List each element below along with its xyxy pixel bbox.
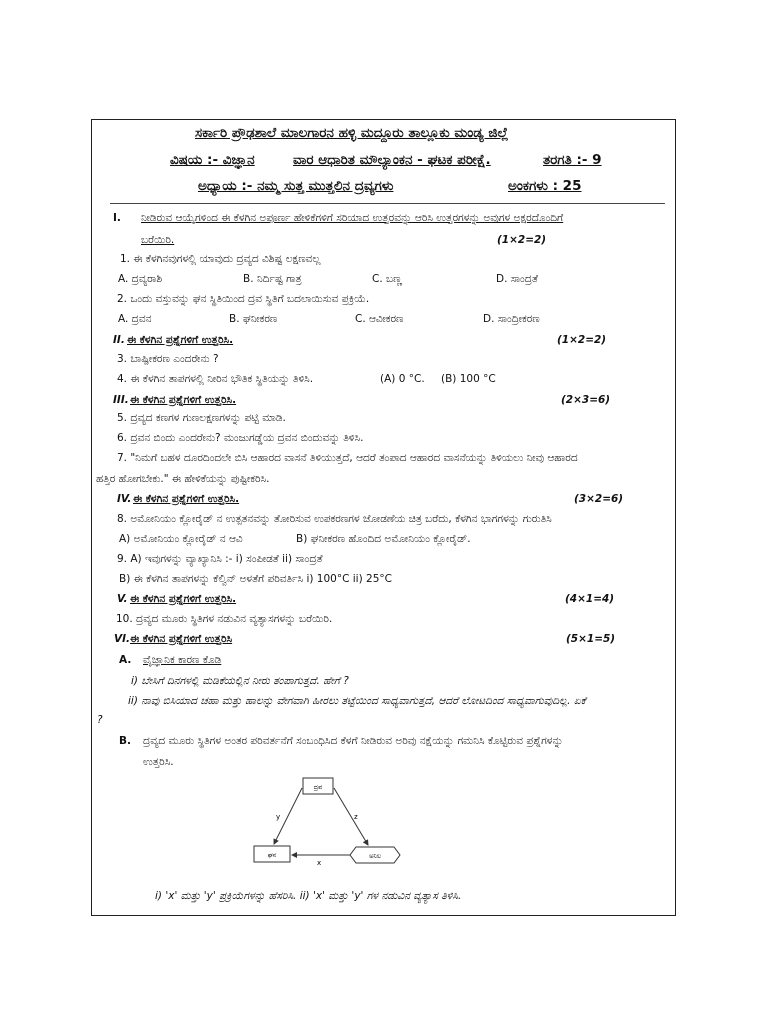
school-name: ಸರ್ಕಾರಿ ಪ್ರೌಢಶಾಲೆ ಮಾಲಗಾರನ ಹಳ್ಳಿ ಮದ್ದೂರು ತಾಲ್ಲೂಕು ಮಂಡ್ಯ ಜಿಲ್ಲೆ	[195, 125, 509, 141]
question-2: 2. ಒಂದು ವಸ್ತುವನ್ನು ಘನ ಸ್ಥಿತಿಯಿಂದ ದ್ರವ ಸ್ಥಿತಿಗೆ ಬದಲಾಯಿಸುವ ಪ್ರಕ್ರಿಯೆ.	[117, 293, 370, 305]
section-5-marks: (4×1=4)	[565, 593, 615, 605]
section-4-number: IV.	[117, 493, 132, 505]
q2-option-c: C. ಆವೀಕರಣ	[355, 313, 404, 325]
chapter: ಅಧ್ಯಾಯ :- ನಮ್ಮ ಸುತ್ತ ಮುತ್ತಲಿನ ದ್ರವ್ಯಗಳು	[198, 178, 394, 194]
q1-option-a: A. ದ್ರವ್ಯರಾಶಿ	[118, 273, 163, 285]
section-4-marks: (3×2=6)	[574, 493, 624, 505]
q4-option-b: (B) 100 °C	[441, 373, 496, 385]
q8-part-a: A) ಅಮೋನಿಯಂ ಕ್ಲೋರೈಡ್ ನ ಆವಿ	[119, 533, 243, 545]
question-1: 1. ಈ ಕೆಳಗಿನವುಗಳಲ್ಲಿ ಯಾವುದು ದ್ರವ್ಯದ ವಿಶಿಷ್ಟ ಲಕ್ಷಣವಲ್ಲ	[120, 253, 321, 265]
question-4: 4. ಈ ಕೆಳಗಿನ ತಾಪಗಳಲ್ಲಿ ನೀರಿನ ಭೌತಿಕ ಸ್ಥಿತಿಯನ್ನು ತಿಳಿಸಿ.	[117, 373, 314, 385]
part-b-instruction: ದ್ರವ್ಯದ ಮೂರು ಸ್ಥಿತಿಗಳ ಅಂತರ ಪರಿವರ್ತನೆಗೆ ಸಂಬಂಧಿಸಿದ ಕೆಳಗೆ ನೀಡಿರುವ ಅರಿವು ನಕ್ಷೆಯನ್ನು ಗಮನಿಸಿ ಕೊಟ್ಟಿರುವ ಪ್ರಶ್ನೆಗಳನ್ನು	[143, 735, 564, 747]
question-9: 9. A) ಇವುಗಳನ್ನು ವ್ಯಾಖ್ಯಾನಿಸಿ :- i) ಸಂಪೀಡತೆ ii) ಸಾಂದ್ರತೆ	[117, 553, 323, 565]
section-5-number: V.	[117, 593, 128, 605]
section-1-number: I.	[113, 212, 121, 224]
q9-part-b: B) ಈ ಕೆಳಗಿನ ತಾಪಗಳನ್ನು ಕೆಲ್ವಿನ್ ಅಳತೆಗೆ ಪರಿವರ್ತಿಸಿ i) 100°C ii) 25°C	[119, 573, 392, 585]
label-z: z	[354, 813, 358, 821]
section-1-instruction: ನೀಡಿರುವ ಆಯ್ಕೆಗಳಿಂದ ಈ ಕೆಳಗಿನ ಅಪೂರ್ಣ ಹೇಳಿಕೆಗಳಿಗೆ ಸರಿಯಾದ ಉತ್ತರವನ್ನು ಆರಿಸಿ ಉತ್ತರಗಳನ್ನು ಅವುಗಳ ಅಕ್ಷರದೊಂದಿಗೆ	[141, 212, 564, 224]
grade: ತರಗತಿ :- 9	[543, 152, 602, 168]
part-b-label: B.	[119, 735, 131, 747]
q2-option-b: B. ಘನೀಕರಣ	[229, 313, 278, 325]
question-10: 10. ದ್ರವ್ಯದ ಮೂರು ಸ್ಥಿತಿಗಳ ನಡುವಿನ ವ್ಯತ್ಯಾಸಗಳನ್ನು ಬರೆಯಿರಿ.	[116, 613, 333, 625]
question-6: 6. ದ್ರವನ ಬಿಂದು ಎಂದರೇನು? ಮಂಜುಗಡ್ಡೆಯ ದ್ರವನ ಬಿಂದುವನ್ನು ತಿಳಿಸಿ.	[117, 432, 364, 444]
part-a-question-2-end: ?	[97, 714, 103, 726]
part-a-title: ವೈಜ್ಞಾನಿಕ ಕಾರಣ ಕೊಡಿ	[143, 654, 222, 666]
total-marks: ಅಂಕಗಳು : 25	[508, 178, 582, 194]
section-2-number: II.	[113, 334, 125, 346]
q2-option-a: A. ದ್ರವನ	[118, 313, 152, 325]
solid-label: ಘನ	[267, 851, 277, 859]
label-y: y	[276, 813, 281, 821]
section-6-title: ಈ ಕೆಳಗಿನ ಪ್ರಶ್ನೆಗಳಿಗೆ ಉತ್ತರಿಸಿ	[130, 633, 233, 645]
section-5-title: ಈ ಕೆಳಗಿನ ಪ್ರಶ್ನೆಗಳಿಗೆ ಉತ್ತರಿಸಿ.	[130, 593, 237, 605]
states-of-matter-diagram	[250, 772, 410, 872]
diagram-questions: i) 'x' ಮತ್ತು 'y' ಪ್ರಕ್ರಿಯೆಗಳನ್ನು ಹೆಸರಿಸಿ. ii) 'x' ಮತ್ತು 'y' ಗಳ ನಡುವಿನ ವ್ಯತ್ಯಾಸ ತಿಳಿಸಿ.	[155, 890, 462, 902]
arrow-z	[334, 788, 368, 845]
q1-option-d: D. ಸಾಂದ್ರತೆ	[496, 273, 538, 285]
gas-label: ಅನಿಲ	[368, 852, 382, 860]
assessment-type: ವಾರ ಆಧಾರಿತ ಮೌಲ್ಯಾಂಕನ - ಘಟಕ ಪರೀಕ್ಷೆ.	[293, 152, 491, 168]
section-3-title: ಈ ಕೆಳಗಿನ ಪ್ರಶ್ನೆಗಳಿಗೆ ಉತ್ತರಿಸಿ.	[130, 394, 237, 406]
section-6-marks: (5×1=5)	[566, 633, 616, 645]
section-2-title: ಈ ಕೆಳಗಿನ ಪ್ರಶ್ನೆಗಳಿಗೆ ಉತ್ತರಿಸಿ.	[127, 334, 234, 346]
q1-option-b: B. ನಿರ್ದಿಷ್ಟ ಗಾತ್ರ	[243, 273, 302, 285]
part-a-label: A.	[119, 654, 132, 666]
label-x: x	[317, 859, 322, 867]
question-5: 5. ದ್ರವ್ಯದ ಕಣಗಳ ಗುಣಲಕ್ಷಣಗಳನ್ನು ಪಟ್ಟಿ ಮಾಡಿ.	[117, 412, 286, 424]
part-a-question-2: ii) ನಾವು ಬಿಸಿಯಾದ ಚಹಾ ಮತ್ತು ಹಾಲನ್ನು ವೇಗವಾಗಿ ಹೀರಲು ತಟ್ಟೆಯಿಂದ ಸಾಧ್ಯವಾಗುತ್ತದೆ, ಆದರೆ ಲೋಟದಿಂದ ಸಾಧ್ಯವಾಗುವುದಿಲ್ಲ. ಏಕೆ	[128, 695, 586, 707]
question-3: 3. ಬಾಷ್ಪೀಕರಣ ಎಂದರೇನು ?	[117, 353, 219, 365]
question-8: 8. ಅಮೋನಿಯಂ ಕ್ಲೋರೈಡ್ ನ ಉತ್ಪತನವನ್ನು ತೋರಿಸುವ ಉಪಕರಣಗಳ ಜೋಡಣೆಯ ಚಿತ್ರ ಬರೆದು, ಕೆಳಗಿನ ಭಾಗಗಳನ್ನು ಗುರುತಿಸಿ	[117, 513, 552, 525]
section-6-number: VI.	[114, 633, 131, 645]
q1-option-c: C. ಬಣ್ಣ	[372, 273, 403, 285]
part-a-question-1: i) ಬೇಸಿಗೆ ದಿನಗಳಲ್ಲಿ ಮಡಿಕೆಯಲ್ಲಿನ ನೀರು ತಂಪಾಗುತ್ತದೆ. ಹೇಗೆ ?	[131, 675, 349, 687]
section-4-title: ಈ ಕೆಳಗಿನ ಪ್ರಶ್ನೆಗಳಿಗೆ ಉತ್ತರಿಸಿ.	[133, 493, 240, 505]
section-3-number: III.	[113, 394, 129, 406]
question-7-continued: ಹತ್ತಿರ ಹೋಗಬೇಕು." ಈ ಹೇಳಿಕೆಯನ್ನು ಪುಷ್ಟೀಕರಿಸಿ.	[96, 473, 270, 485]
q2-option-d: D. ಸಾಂದ್ರೀಕರಣ	[483, 313, 540, 325]
section-3-marks: (2×3=6)	[561, 394, 611, 406]
q4-option-a: (A) 0 °C.	[380, 373, 425, 385]
question-7: 7. "ನಿಮಗೆ ಬಹಳ ದೂರದಿಂದಲೇ ಬಿಸಿ ಆಹಾರದ ವಾಸನೆ ತಿಳಿಯುತ್ತದೆ, ಆದರೆ ತಂಪಾದ ಆಹಾರದ ವಾಸನೆಯನ್ನು ತಿಳಿಯಲು ನೀವು ಆಹಾರದ	[117, 452, 578, 464]
section-1-marks: (1×2=2)	[497, 234, 547, 246]
section-1-instruction-end: ಬರೆಯಿರಿ.	[141, 234, 175, 246]
liquid-label: ದ್ರವ	[313, 783, 323, 791]
part-b-instruction-end: ಉತ್ತರಿಸಿ.	[143, 756, 174, 768]
subject: ವಿಷಯ :- ವಿಜ್ಞಾನ	[170, 152, 255, 168]
q8-part-b: B) ಘನೀಕರಣ ಹೊಂದಿದ ಅಮೋನಿಯಂ ಕ್ಲೋರೈಡ್.	[296, 533, 471, 545]
header-rule	[110, 203, 665, 204]
section-2-marks: (1×2=2)	[557, 334, 607, 346]
